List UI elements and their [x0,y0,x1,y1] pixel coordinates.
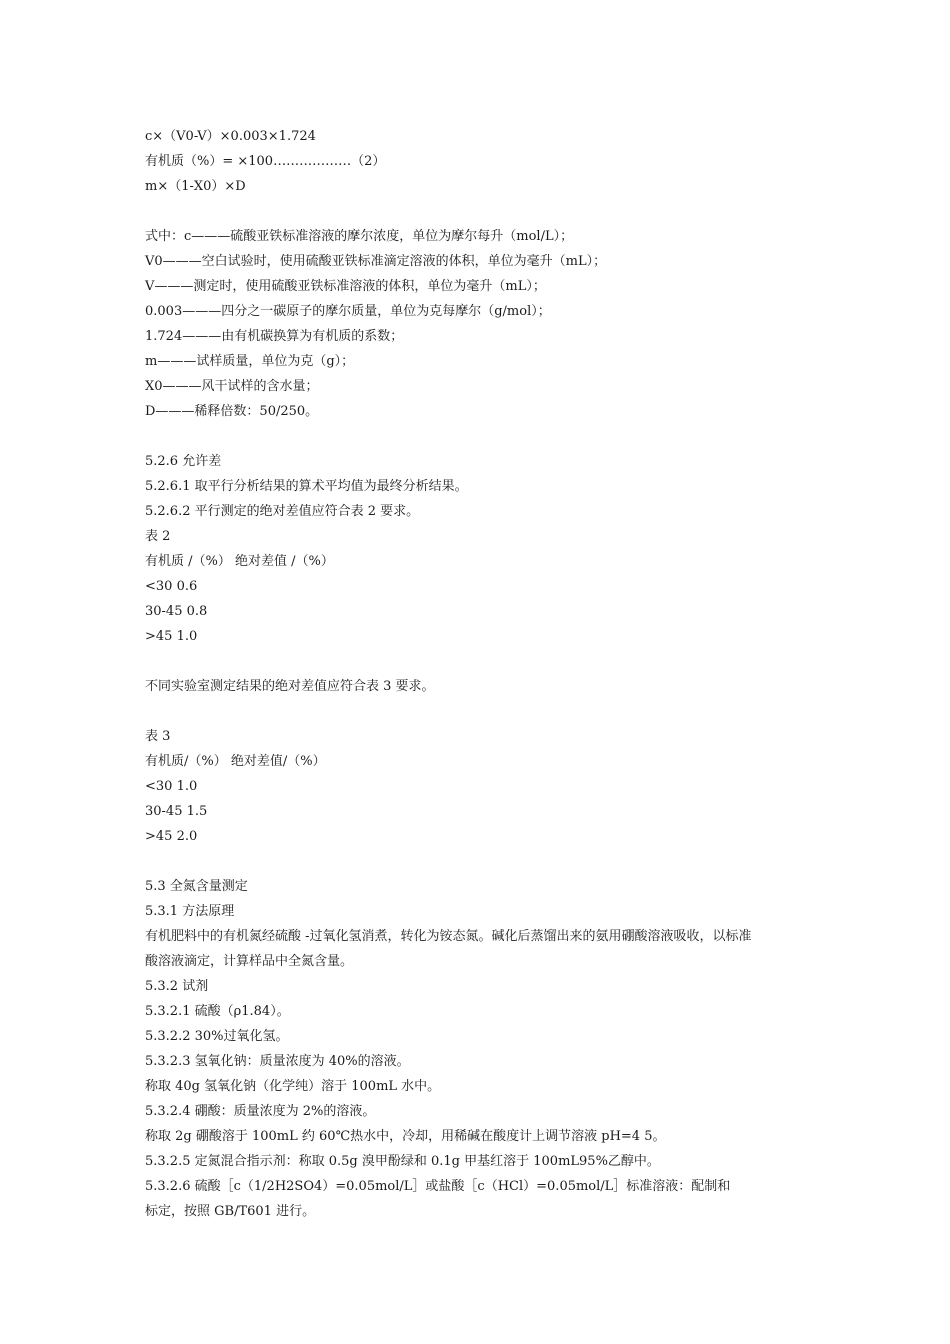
table2-row: >45 1.0 [145,629,198,644]
principle-text: 有机肥料中的有机氮经硫酸 -过氧化氢消煮，转化为铵态氮。碱化后蒸馏出来的氨用硼酸溶液吸收，以标准 [145,929,752,944]
legend-item: 式中：c———硫酸亚铁标准溶液的摩尔浓度，单位为摩尔每升（mol/L）； [145,229,574,244]
reagent-item: 5.3.2.6 硫酸［c（1/2H2SO4）=0.05mol/L］或盐酸［c（HCl）=0.05mol/L］标准溶液：配制和 [145,1179,731,1194]
formula-numerator: c×（V0-V）×0.003×1.724 [145,129,316,144]
table3-row: >45 2.0 [145,829,198,844]
legend-item: 0.003———四分之一碳原子的摩尔质量，单位为克每摩尔（g/mol）； [145,304,551,319]
table3-caption: 表 3 [145,729,171,744]
tolerance-item: 5.2.6.2 平行测定的绝对差值应符合表 2 要求。 [145,504,420,519]
principle-text: 酸溶液滴定，计算样品中全氮含量。 [145,954,354,969]
table3-row: <30 1.0 [145,779,198,794]
formula-denominator: m×（1-X0）×D [145,179,246,194]
section-heading-nitrogen: 5.3 全氮含量测定 [145,879,248,894]
formula-main: 有机质（%）= ×100………………（2） [145,154,386,169]
principle-heading: 5.3.1 方法原理 [145,904,235,919]
table3-header: 有机质/（%） 绝对差值/（%） [145,754,326,769]
section-heading-tolerance: 5.2.6 允许差 [145,454,222,469]
tolerance-item: 5.2.6.1 取平行分析结果的算术平均值为最终分析结果。 [145,479,468,494]
legend-item: m———试样质量，单位为克（g）； [145,354,355,369]
table2-row: 30-45 0.8 [145,604,208,619]
table2-caption: 表 2 [145,529,171,544]
legend-item: X0———风干试样的含水量； [145,379,319,394]
table3-row: 30-45 1.5 [145,804,208,819]
interlab-note: 不同实验室测定结果的绝对差值应符合表 3 要求。 [145,679,435,694]
legend-item: V———测定时，使用硫酸亚铁标准溶液的体积，单位为毫升（mL）； [145,279,546,294]
reagent-item: 5.3.2.3 氢氧化钠：质量浓度为 40%的溶液。 [145,1054,410,1069]
reagents-heading: 5.3.2 试剂 [145,979,209,994]
table2-header: 有机质 /（%） 绝对差值 /（%） [145,554,334,569]
reagent-item: 称取 40g 氢氧化钠（化学纯）溶于 100mL 水中。 [145,1079,441,1094]
document-page [145,124,825,1224]
reagent-item: 5.3.2.5 定氮混合指示剂：称取 0.5g 溴甲酚绿和 0.1g 甲基红溶于 100mL95%乙醇中。 [145,1154,660,1169]
legend-item: 1.724———由有机碳换算为有机质的系数； [145,329,404,344]
legend-item: V0———空白试验时，使用硫酸亚铁标准滴定溶液的体积，单位为毫升（mL）； [145,254,607,269]
reagent-item: 5.3.2.2 30%过氧化氢。 [145,1029,289,1044]
legend-item: D———稀释倍数：50/250。 [145,404,319,419]
reagent-item: 标定，按照 GB/T601 进行。 [145,1204,316,1219]
table2-row: <30 0.6 [145,579,198,594]
reagent-item: 称取 2g 硼酸溶于 100mL 约 60℃热水中，冷却，用稀碱在酸度计上调节溶液 pH=4 5。 [145,1129,666,1144]
reagent-item: 5.3.2.4 硼酸：质量浓度为 2%的溶液。 [145,1104,376,1119]
reagent-item: 5.3.2.1 硫酸（ρ1.84）。 [145,1004,290,1019]
